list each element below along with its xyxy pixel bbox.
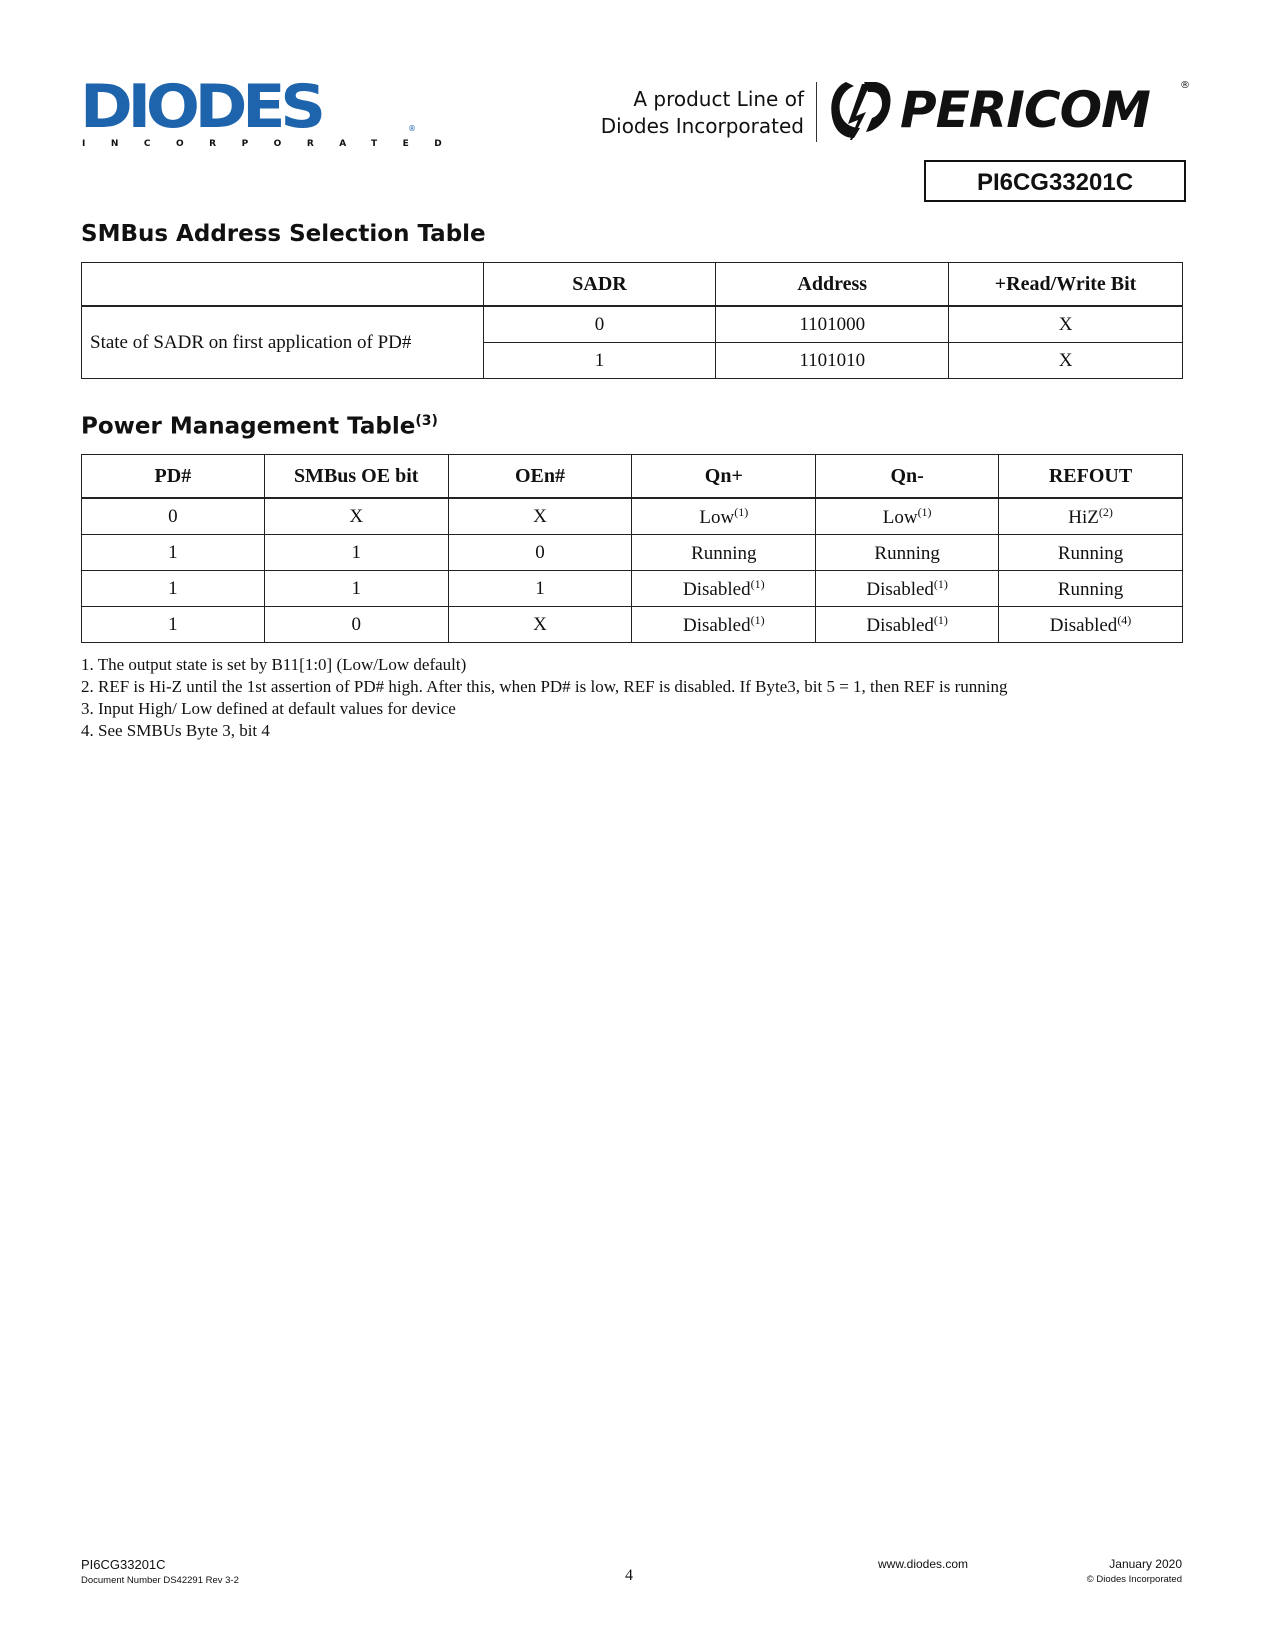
pm-table-title-text: Power Management Table [81,413,416,440]
refout-cell [999,535,1183,571]
footnote-ref: (1) [933,612,948,627]
header-cell-address: Address [716,263,949,307]
qn-plus-value: Disabled [683,578,751,600]
oe-bit-cell: 1 [264,571,448,607]
diodes-logo-text: DIODES [80,72,321,142]
qn-minus-value: Running [874,542,940,564]
refout-cell [999,607,1183,643]
table-row [82,571,1183,607]
footnote-ref: (1) [734,504,749,519]
table-row [82,498,1183,535]
qn-plus-value: Disabled [683,614,751,636]
footnotes [81,654,1007,742]
pd-cell: 1 [82,571,265,607]
qn-minus-value: Disabled [866,614,934,636]
rw-bit-cell: X [949,306,1183,343]
refout-value: HiZ [1068,506,1099,528]
pd-cell: 0 [82,498,265,535]
footer-doc-number: Document Number DS42291 Rev 3-2 [81,1575,239,1586]
header-cell-oen: OEn# [448,455,632,499]
sadr-cell: 1 [483,343,716,379]
address-cell: 1101010 [716,343,949,379]
address-cell: 1101000 [716,306,949,343]
product-line-text-1: A product Line of [633,87,804,111]
footnote-1: 1. The output state is set by B11[1:0] (Low/Low default) [81,655,467,674]
table-header-row [82,455,1183,499]
footer-part-number: PI6CG33201C [81,1557,166,1572]
header-cell-rw-bit: +Read/Write Bit [949,263,1183,307]
header-cell-pd: PD# [82,455,265,499]
pericom-mark-icon [828,78,894,142]
oen-cell: 1 [448,571,632,607]
footer-date: January 2020 [1109,1557,1182,1571]
header-cell-sadr: SADR [483,263,716,307]
part-number-box: PI6CG33201C [924,160,1186,202]
pd-cell: 1 [82,607,265,643]
power-management-table [81,454,1183,643]
refout-value: Running [1057,542,1124,564]
pm-table-title-note: (3) [415,413,438,429]
footnote-ref: (2) [1098,504,1113,519]
footer-copyright: © Diodes Incorporated [1086,1574,1182,1585]
table-row [82,607,1183,643]
table-row [82,306,1183,343]
footnote-ref: (1) [933,576,948,591]
smbus-address-table [81,262,1183,379]
footnote-ref: (4) [1117,612,1132,627]
header-cell-qn-minus: Qn- [816,455,999,499]
footnote-ref: (1) [917,504,932,519]
table-header-row [82,263,1183,307]
diodes-registered-mark: ® [408,124,416,133]
oen-cell: 0 [448,535,632,571]
qn-plus-cell [632,571,816,607]
qn-minus-value: Disabled [866,578,934,600]
header-divider [816,82,817,142]
diodes-logo-subtext: INCORPORATED [82,139,468,149]
footnote-2: 2. REF is Hi-Z until the 1st assertion of PD# high. After this, when PD# is low, REF is disabled. If Byte3, bit 5 = 1, then REF is running [81,677,1008,696]
oe-bit-cell: X [264,498,448,535]
pericom-logo-text: PERICOM [900,81,1150,139]
qn-minus-value: Low [882,506,918,528]
header-cell-oe-bit: SMBus OE bit [264,455,448,499]
qn-plus-value: Running [691,542,757,564]
pd-cell: 1 [82,535,265,571]
refout-value: Running [1057,578,1124,600]
rw-bit-cell: X [949,343,1183,379]
refout-value: Disabled [1049,614,1118,636]
qn-minus-cell [816,571,999,607]
footnote-ref: (1) [750,576,765,591]
pericom-registered-mark: ® [1180,80,1190,91]
pm-table-title [81,413,438,440]
footnote-3: 3. Input High/ Low defined at default values for device [81,699,456,718]
footer-website-link[interactable]: www.diodes.com [878,1557,969,1571]
refout-cell [999,498,1183,535]
qn-plus-cell [632,498,816,535]
row-label-cell: State of SADR on first application of PD# [82,306,484,379]
qn-plus-value: Low [699,506,735,528]
smbus-table-title: SMBus Address Selection Table [81,221,486,247]
qn-plus-cell [632,607,816,643]
qn-minus-cell [816,498,999,535]
oen-cell: X [448,607,632,643]
product-line-statement [601,86,804,140]
header-cell-qn-plus: Qn+ [632,455,816,499]
table-row [82,535,1183,571]
diodes-logo [80,72,468,149]
footnote-4: 4. See SMBUs Byte 3, bit 4 [81,721,270,740]
footnote-ref: (1) [750,612,765,627]
sadr-cell: 0 [483,306,716,343]
qn-minus-cell [816,535,999,571]
qn-minus-cell [816,607,999,643]
oen-cell: X [448,498,632,535]
product-line-text-2: Diodes Incorporated [600,114,804,138]
footer-page-number: 4 [625,1567,633,1584]
header-cell-refout: REFOUT [999,455,1183,499]
header-cell-empty [82,263,484,307]
qn-plus-cell [632,535,816,571]
refout-cell [999,571,1183,607]
oe-bit-cell: 1 [264,535,448,571]
oe-bit-cell: 0 [264,607,448,643]
